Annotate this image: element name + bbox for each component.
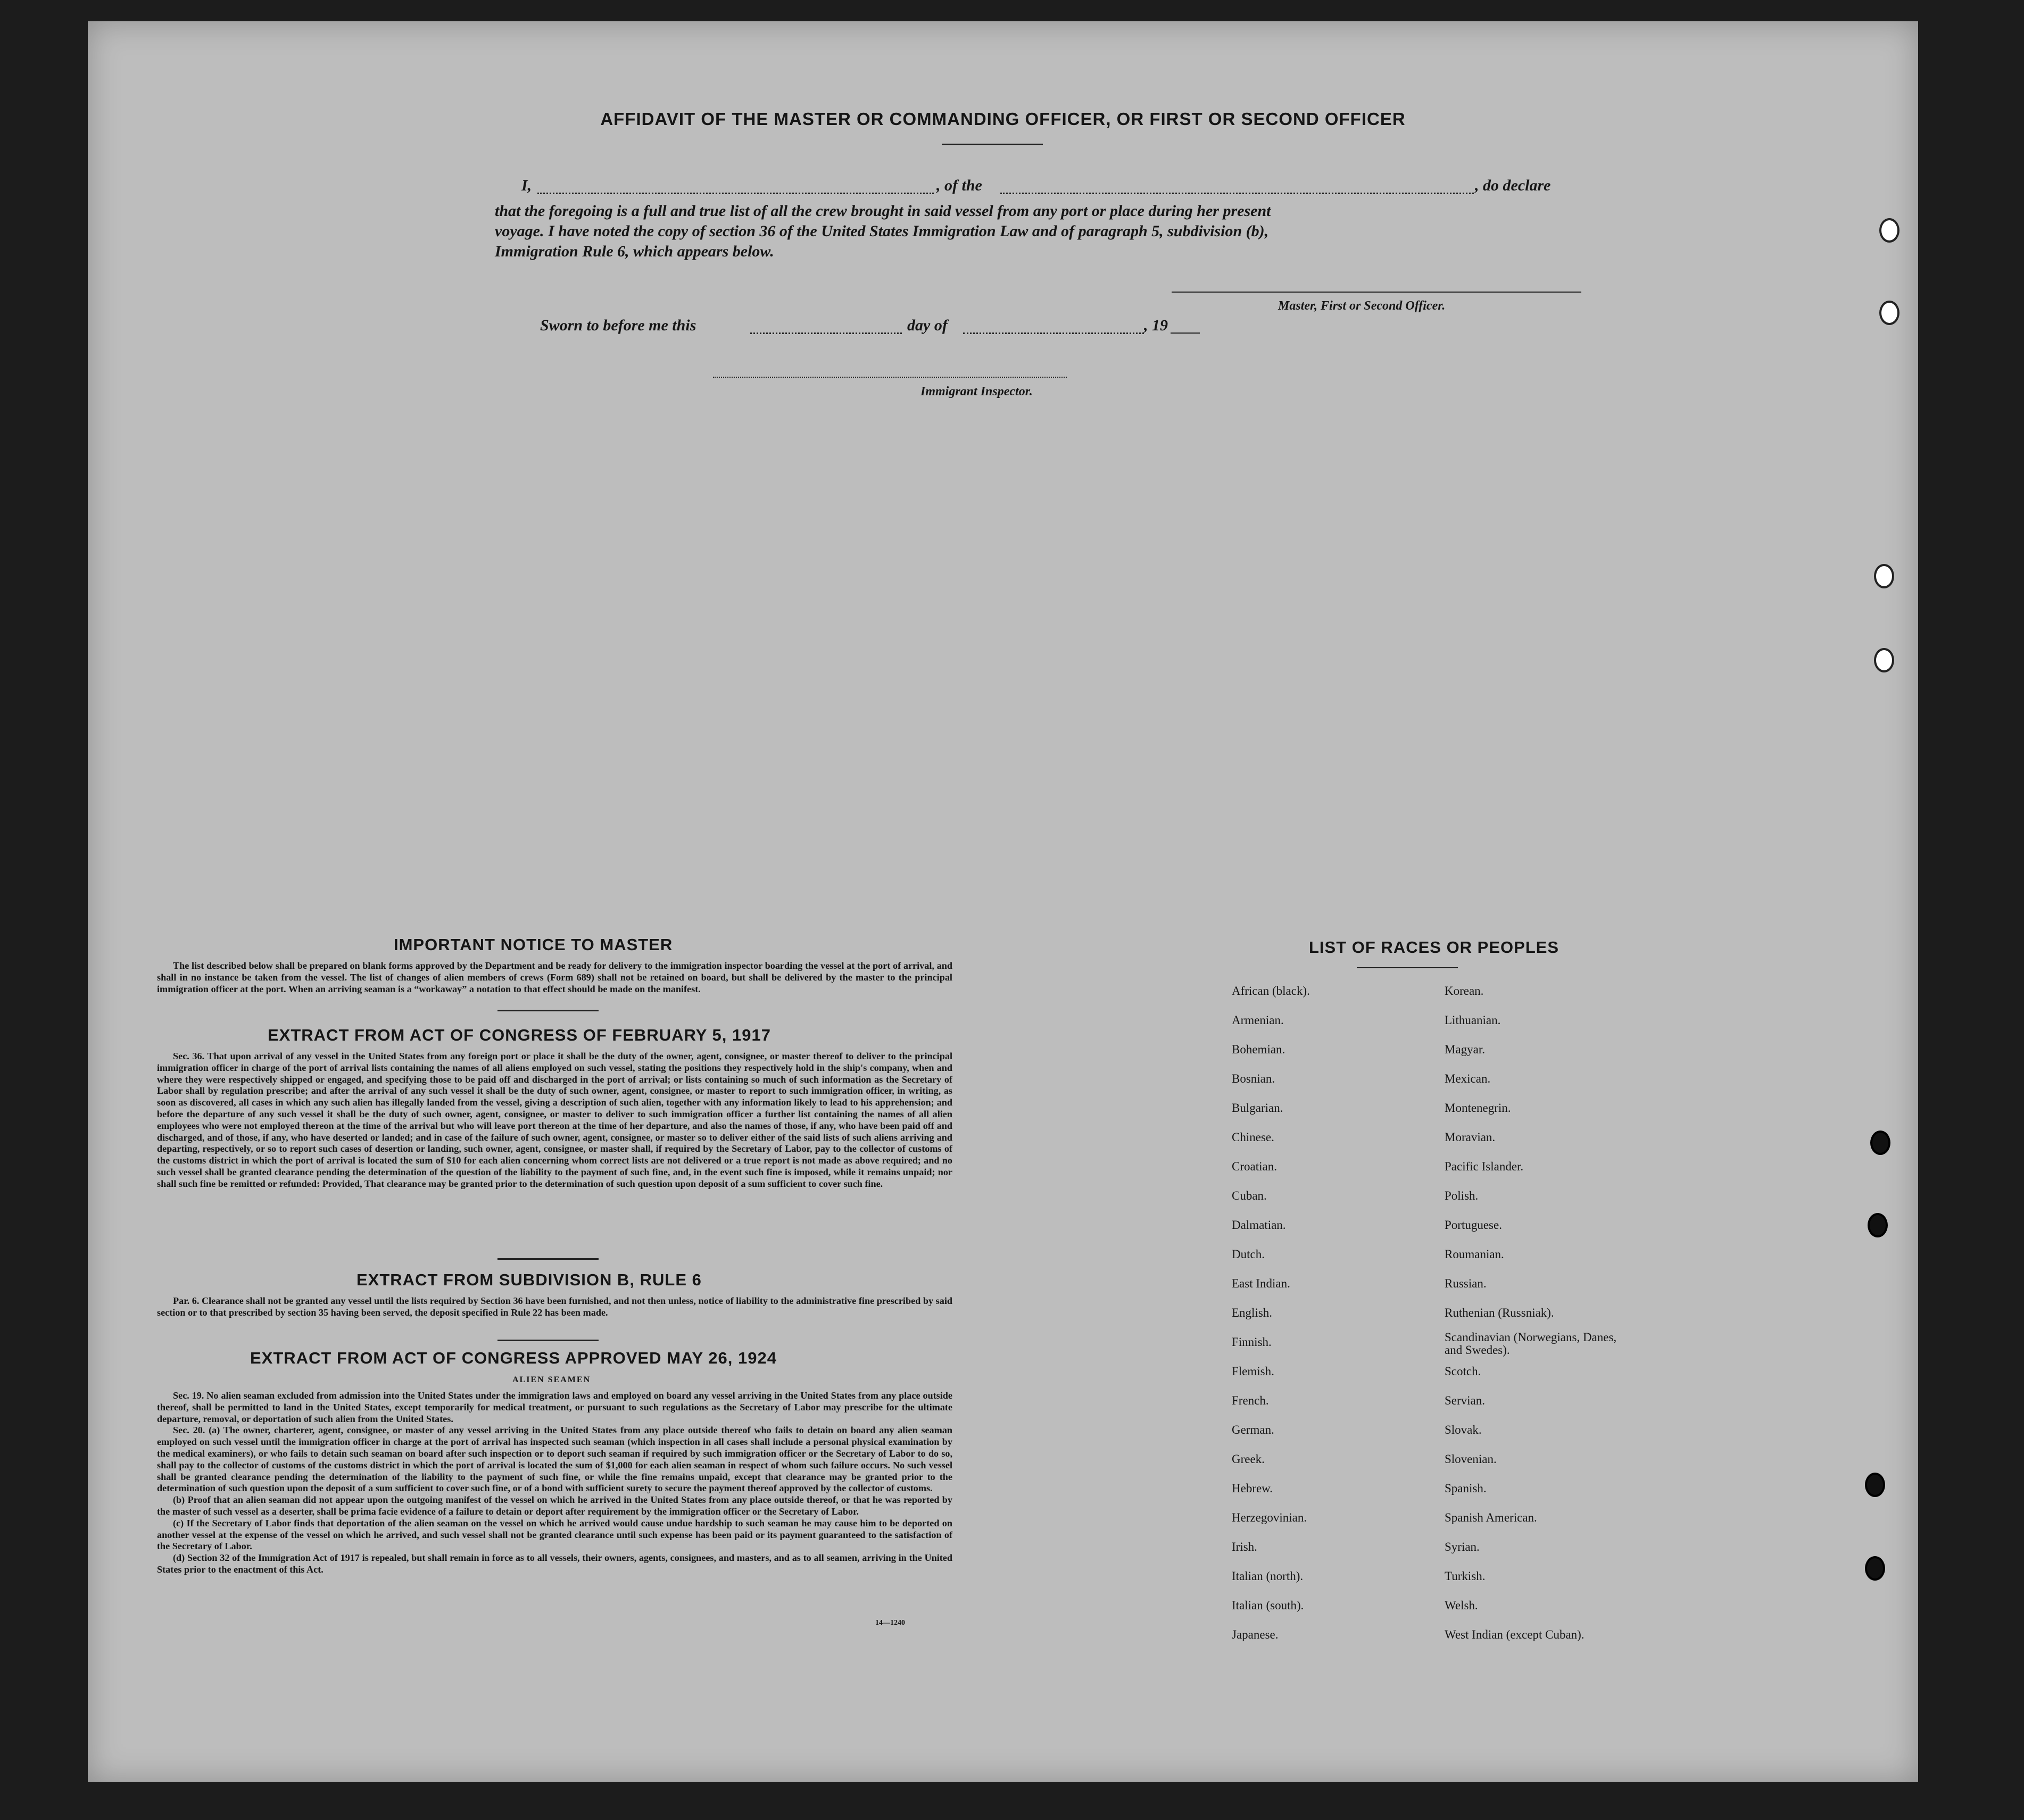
race-entry: Polish. bbox=[1445, 1189, 1479, 1202]
section-19: Sec. 19. No alien seaman excluded from admission into the United States under the immigration laws and employed on board any vessel arriving in the United States from any place outside thereof, shall be permitted to land in the United States, except temporarily for medical treatment, or pursuant to such regulations as the Secretary of Labor may prescribe for the ultimate departure, removal, or deportation of such alien from the United States. bbox=[157, 1390, 952, 1424]
race-entry: Japanese. bbox=[1232, 1628, 1279, 1641]
sworn-year-blank[interactable] bbox=[1171, 333, 1200, 334]
extract-1924-subheading: ALIEN SEAMEN bbox=[512, 1375, 591, 1384]
race-entry: Scandinavian (Norwegians, Danes, and Swedes). bbox=[1445, 1331, 1617, 1357]
day-of-label: day of bbox=[907, 317, 948, 334]
race-entry: Croatian. bbox=[1232, 1160, 1277, 1173]
name-blank[interactable] bbox=[537, 193, 934, 194]
punch-hole bbox=[1868, 1213, 1888, 1237]
race-entry: Chinese. bbox=[1232, 1131, 1274, 1144]
race-entry: Pacific Islander. bbox=[1445, 1160, 1524, 1173]
document-page bbox=[88, 21, 1918, 1782]
affidavit-line-1: that the foregoing is a full and true list of all the crew brought in said vessel from any port or place during her present bbox=[495, 202, 1271, 220]
master-signature-line[interactable] bbox=[1172, 292, 1581, 293]
race-entry: Mexican. bbox=[1445, 1072, 1491, 1085]
section-20a: Sec. 20. (a) The owner, charterer, agent, consignee, or master of any vessel arriving in the United States from any place outside thereof who fails to detain on board any alien seaman employed on such vessel until the immigration officer in charge at the port of arrival has inspected such seaman (which inspection in all cases shall include a personal physical examination by the medical examiners), or who fails to detain such seaman on board after such inspection or to deport such seaman if required by such immigration officer or the Secretary of Labor to do so, shall pay to the collector of customs of the customs district in which the port of arrival is located the sum of $1,000 for each alien seaman in respect of whom such failure occurs. No such vessel shall be granted clearance pending the determination of the liability to the payment of such fine, or while the fine remains unpaid, except that clearance may be granted prior to the determination of such question upon the deposit of a sum sufficient to cover such fine, or of a bond with sufficient surety to secure the payment thereof approved by the collector of customs. bbox=[157, 1425, 952, 1494]
extract-1917-divider bbox=[497, 1258, 599, 1260]
affidavit-declare-label: , do declare bbox=[1475, 177, 1551, 194]
heading-underline bbox=[942, 144, 1043, 145]
extract-rule6-divider bbox=[497, 1340, 599, 1341]
form-number: 14—1240 bbox=[875, 1619, 905, 1627]
race-entry: Russian. bbox=[1445, 1277, 1487, 1290]
race-entry: Korean. bbox=[1445, 984, 1484, 998]
race-entry: Flemish. bbox=[1232, 1365, 1274, 1378]
race-entry: Scotch. bbox=[1445, 1365, 1481, 1378]
race-entry: English. bbox=[1232, 1306, 1273, 1319]
affidavit-heading: AFFIDAVIT OF THE MASTER OR COMMANDING OFFICER, OR FIRST OR SECOND OFFICER bbox=[600, 109, 1406, 129]
affidavit-line-3: Immigration Rule 6, which appears below. bbox=[495, 243, 774, 260]
affidavit-i-label: I, bbox=[521, 177, 532, 194]
race-entry: Moravian. bbox=[1445, 1131, 1496, 1144]
extract-1917-text: Sec. 36. That upon arrival of any vessel in the United States from any foreign port or place it shall be the duty of the owner, agent, consignee, or master thereof to deliver to the principal immigration officer in charge of the port of arrival lists containing the names of all aliens employed on such vessel, stating the positions they respectively hold in the ship's company, when and where they were respectively shipped or engaged, and specifying those to be paid off and discharged in the port of arrival; or lists containing so much of such information as the Secretary of Labor shall by regulation prescribe; and after the arrival of any such vessel it shall be the duty of such owner, agent, consignee, or master to report to such immigration officer, in writing, as soon as discovered, all cases in which any such alien has illegally landed from the vessel, giving a description of such alien, together with any information likely to lead to his apprehension; and before the departure of any such vessel it shall be the duty of such owner, agent, consignee, or master to deliver to such immigration officer a further list containing the names of all alien employees who were not employed thereon at the time of the arrival but who will leave port thereon at the time of her departure, and also the names of those, if any, who have been paid off and discharged, and of those, if any, who have deserted or landed; and in case of the failure of such owner, agent, consignee, or master so to deliver either of the said lists of such aliens arriving and departing, respectively, or so to report such cases of desertion or landing, such owner, agent, consignee, or master shall, if required by the Secretary of Labor, pay to the collector of customs of the customs district in which the port of arrival is located the sum of $10 for each alien concerning whom correct lists are not delivered or a true report is not made as above required; and no such vessel shall be granted clearance pending the determination of the question of the liability to the payment of such fine, and, in the event such fine is imposed, while it remains unpaid; nor shall such fine be remitted or refunded: Provided, That clearance may be granted prior to the determination of such question upon deposit of a sum sufficient to cover such fine. bbox=[157, 1051, 952, 1189]
affidavit-line-2: voyage. I have noted the copy of section 36 of the United States Immigration Law and of paragraph 5, subdivision (b), bbox=[495, 222, 1269, 240]
race-entry: French. bbox=[1232, 1394, 1269, 1407]
race-entry: Slovak. bbox=[1445, 1423, 1482, 1436]
race-entry: Finnish. bbox=[1232, 1335, 1272, 1349]
extract-rule6-text: Par. 6. Clearance shall not be granted any vessel until the lists required by Section 36 have been furnished, and not then unless, notice of liability to the administrative fine prescribed by said section or to that prescribed by section 35 having been served, the deposit specified in Rule 22 has been made. bbox=[157, 1295, 952, 1318]
race-entry: Greek. bbox=[1232, 1452, 1265, 1466]
inspector-signature-line[interactable] bbox=[713, 377, 1067, 378]
race-entry: Syrian. bbox=[1445, 1540, 1480, 1553]
races-underline bbox=[1357, 967, 1458, 968]
race-entry: Bohemian. bbox=[1232, 1043, 1285, 1056]
sworn-day-blank[interactable] bbox=[750, 333, 902, 334]
race-entry: Portuguese. bbox=[1445, 1218, 1502, 1232]
punch-hole bbox=[1865, 1556, 1885, 1581]
notice-divider bbox=[497, 1010, 599, 1011]
race-entry: Ruthenian (Russniak). bbox=[1445, 1306, 1554, 1319]
race-entry: Herzegovinian. bbox=[1232, 1511, 1307, 1524]
notice-text: The list described below shall be prepared on blank forms approved by the Department and be ready for delivery to the immigration inspector boarding the vessel at the port of arrival, and shall in no instance be taken from the vessel. The list of changes of alien members of crews (Form 689) shall not be retained on board, but shall be delivered by the master to the principal immigration officer at the port. When an arriving seaman is a “workaway” a notation to that effect should be made on the manifest. bbox=[157, 960, 952, 994]
race-entry: German. bbox=[1232, 1423, 1274, 1436]
race-entry: Spanish American. bbox=[1445, 1511, 1537, 1524]
race-entry: Lithuanian. bbox=[1445, 1013, 1501, 1027]
punch-hole bbox=[1879, 301, 1899, 325]
section-20c: (c) If the Secretary of Labor finds that deportation of the alien seaman on the vessel on which he arrived would cause undue hardship to such seaman he may cause him to be deported on another vessel at the expense of the vessel on which he arrived, and such vessel shall not be granted clearance until such expense has been paid or its payment guaranteed to the satisfaction of the Secretary of Labor. bbox=[157, 1517, 952, 1552]
race-entry: Bulgarian. bbox=[1232, 1101, 1283, 1115]
punch-hole bbox=[1870, 1131, 1890, 1155]
affidavit-of-the-label: , of the bbox=[936, 177, 982, 194]
sworn-label: Sworn to before me this bbox=[540, 317, 696, 334]
race-entry: Slovenian. bbox=[1445, 1452, 1497, 1466]
punch-hole bbox=[1874, 648, 1894, 672]
race-entry: Dalmatian. bbox=[1232, 1218, 1286, 1232]
race-entry: Servian. bbox=[1445, 1394, 1486, 1407]
race-entry: Italian (north). bbox=[1232, 1569, 1304, 1583]
race-entry: Roumanian. bbox=[1445, 1248, 1504, 1261]
races-heading: LIST OF RACES OR PEOPLES bbox=[1309, 938, 1560, 957]
race-entry: Armenian. bbox=[1232, 1013, 1284, 1027]
extract-1917-heading: EXTRACT FROM ACT OF CONGRESS OF FEBRUARY 5, 1917 bbox=[268, 1026, 771, 1044]
race-entry: Welsh. bbox=[1445, 1599, 1478, 1612]
inspector-signature-caption: Immigrant Inspector. bbox=[920, 385, 1033, 398]
race-entry: Turkish. bbox=[1445, 1569, 1486, 1583]
punch-hole bbox=[1879, 218, 1899, 243]
race-entry: African (black). bbox=[1232, 984, 1310, 998]
race-entry: Dutch. bbox=[1232, 1248, 1265, 1261]
master-signature-caption: Master, First or Second Officer. bbox=[1278, 299, 1446, 313]
punch-hole bbox=[1865, 1473, 1885, 1497]
punch-hole bbox=[1874, 564, 1894, 588]
vessel-blank[interactable] bbox=[1000, 193, 1474, 194]
section-20d: (d) Section 32 of the Immigration Act of 1917 is repealed, but shall remain in force as to all vessels, their owners, agents, consignees, and masters, and as to all seamen, arriving in the United States prior to the enactment of this Act. bbox=[157, 1552, 952, 1575]
race-entry: Spanish. bbox=[1445, 1482, 1487, 1495]
race-entry: Irish. bbox=[1232, 1540, 1257, 1553]
race-entry: Cuban. bbox=[1232, 1189, 1267, 1202]
race-entry: Magyar. bbox=[1445, 1043, 1486, 1056]
section-20b: (b) Proof that an alien seaman did not appear upon the outgoing manifest of the vessel on which he arrived in the United States from any place outside thereof, or that he was reported by the master of such vessel as a deserter, shall be prima facie evidence of a failure to detain or deport after requirement by the immigration officer or the Secretary of Labor. bbox=[157, 1494, 952, 1517]
year-label: , 19 bbox=[1144, 317, 1168, 334]
race-entry: Montenegrin. bbox=[1445, 1101, 1511, 1115]
race-entry: Hebrew. bbox=[1232, 1482, 1273, 1495]
notice-heading: IMPORTANT NOTICE TO MASTER bbox=[394, 935, 673, 954]
sworn-month-blank[interactable] bbox=[963, 333, 1144, 334]
race-entry: East Indian. bbox=[1232, 1277, 1290, 1290]
race-entry: Italian (south). bbox=[1232, 1599, 1304, 1612]
extract-1924-heading: EXTRACT FROM ACT OF CONGRESS APPROVED MAY 26, 1924 bbox=[250, 1349, 777, 1367]
extract-rule6-heading: EXTRACT FROM SUBDIVISION B, RULE 6 bbox=[356, 1270, 702, 1289]
race-entry: West Indian (except Cuban). bbox=[1445, 1628, 1585, 1641]
race-entry: Bosnian. bbox=[1232, 1072, 1275, 1085]
extract-1924-text bbox=[157, 1390, 952, 1576]
